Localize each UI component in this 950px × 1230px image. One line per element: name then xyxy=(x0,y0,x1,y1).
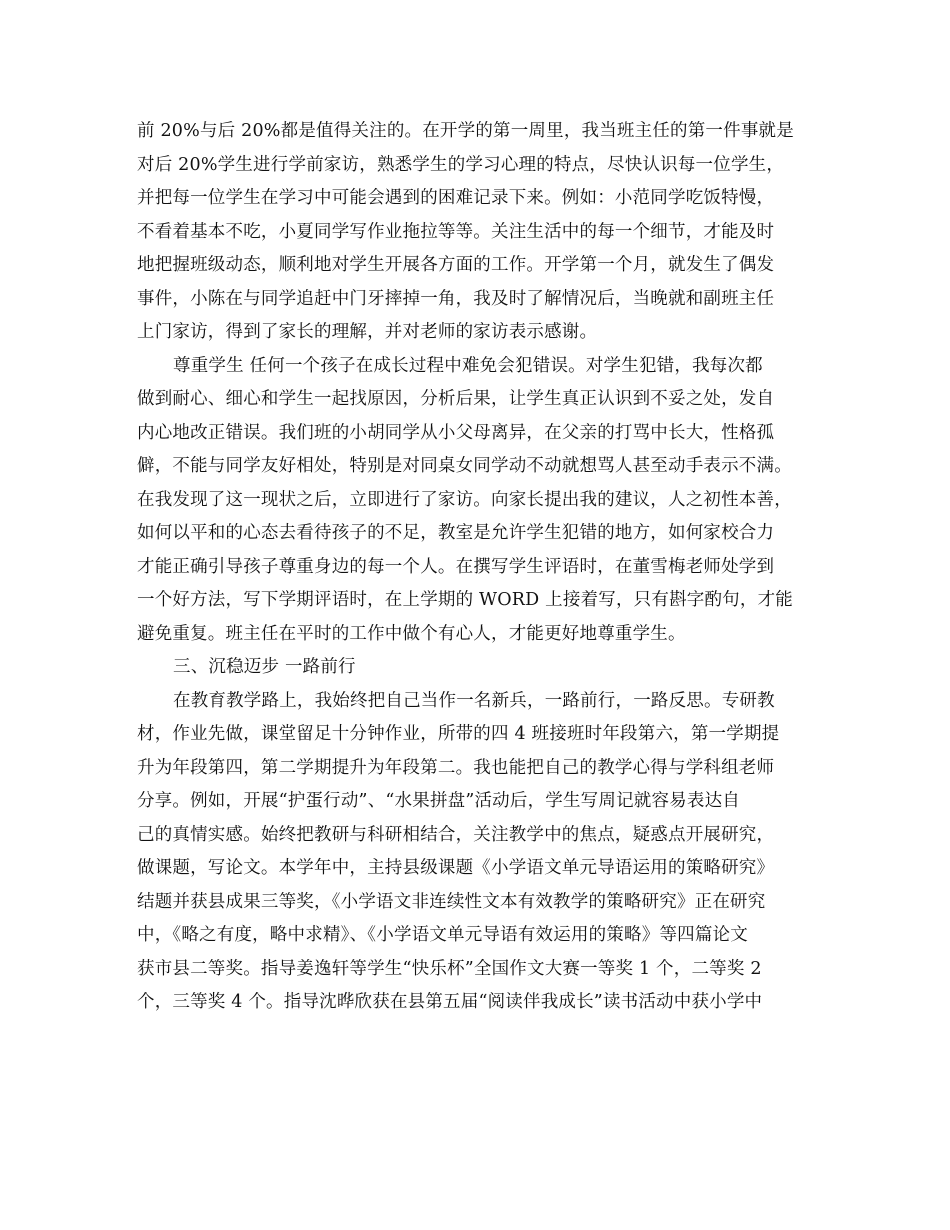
text-line: 并把每一位学生在学习中可能会遇到的困难记录下来。例如：小范同学吃饭特慢， xyxy=(137,188,775,208)
section-heading: 三、沉稳迈步 一路前行 xyxy=(173,657,356,677)
text-line: 前 20%与后 20%都是值得关注的。在开学的第一周里，我当班主任的第一件事就是 xyxy=(137,121,794,141)
text-line: 一个好方法，写下学期评语时，在上学期的 WORD 上接着写，只有斟字酌句，才能 xyxy=(137,590,793,610)
text-line: 避免重复。班主任在平时的工作中做个有心人，才能更好地尊重学生。 xyxy=(137,623,686,644)
text-line: 个，三等奖 4 个。指导沈晔欣获在县第五届“阅读伴我成长”读书活动中获小学中 xyxy=(137,992,763,1012)
text-line: 中，《略之有度，略中求精》、《小学语文单元导语有效运用的策略》等四篇论文 xyxy=(137,925,748,945)
text-line: 事件，小陈在与同学追赶中门牙摔掉一角，我及时了解情况后，当晚就和副班主任 xyxy=(137,288,775,309)
paragraph-start-line: 尊重学生 任何一个孩子在成长过程中难免会犯错误。对学生犯错，我每次都 xyxy=(173,355,763,376)
text-line: 升为年段第四，第二学期提升为年段第二。我也能把自己的教学心得与学科组老师 xyxy=(137,757,775,778)
text-line: 结题并获县成果三等奖，《小学语文非连续性文本有效教学的策略研究》正在研究 xyxy=(137,891,766,912)
text-line: 不看着基本不吃，小夏同学写作业拖拉等等。关注生活中的每一个细节，才能及时 xyxy=(137,221,775,242)
text-line: 做课题，写论文。本学年中，主持县级课题《小学语文单元导语运用的策略研究》 xyxy=(137,858,775,878)
text-line: 分享。例如，开展“护蛋行动”、“水果拼盘”活动后，学生写周记就容易表达自 xyxy=(137,791,740,811)
text-line: 对后 20%学生进行学前家访，熟悉学生的学习心理的特点，尽快认识每一位学生， xyxy=(137,154,785,175)
text-line: 己的真情实感。始终把教研与科研相结合，关注教学中的焦点，疑惑点开展研究， xyxy=(137,824,775,845)
text-line: 在我发现了这一现状之后，立即进行了家访。向家长提出我的建议，人之初性本善， xyxy=(137,489,792,510)
paragraph-start-line: 在教育教学路上，我始终把自己当作一名新兵，一路前行，一路反思。专研教 xyxy=(173,690,775,711)
text-line: 才能正确引导孩子尊重身边的每一个人。在撰写学生评语时，在董雪梅老师处学到 xyxy=(137,556,775,577)
text-line: 上门家访，得到了家长的理解，并对老师的家访表示感谢。 xyxy=(137,322,598,342)
text-line: 如何以平和的心态去看待孩子的不足，教室是允许学生犯错的地方，如何家校合力 xyxy=(137,523,775,543)
text-line: 获市县二等奖。指导姜逸轩等学生“快乐杯”全国作文大赛一等奖 1 个，二等奖 2 xyxy=(137,958,762,979)
text-line: 僻，不能与同学友好相处，特别是对同桌女同学动不动就想骂人甚至动手表示不满。 xyxy=(137,456,792,476)
text-line: 内心地改正错误。我们班的小胡同学从小父母离异，在父亲的打骂中长大，性格孤 xyxy=(137,422,775,443)
body-text xyxy=(137,115,827,1020)
text-line: 材，作业先做，课堂留足十分钟作业，所带的四 4 班接班时年段第六，第一学期提 xyxy=(137,724,780,744)
text-line: 做到耐心、细心和学生一起找原因，分析后果，让学生真正认识到不妥之处，发自 xyxy=(137,389,775,409)
text-line: 地把握班级动态，顺利地对学生开展各方面的工作。开学第一个月，就发生了偶发 xyxy=(137,255,775,275)
